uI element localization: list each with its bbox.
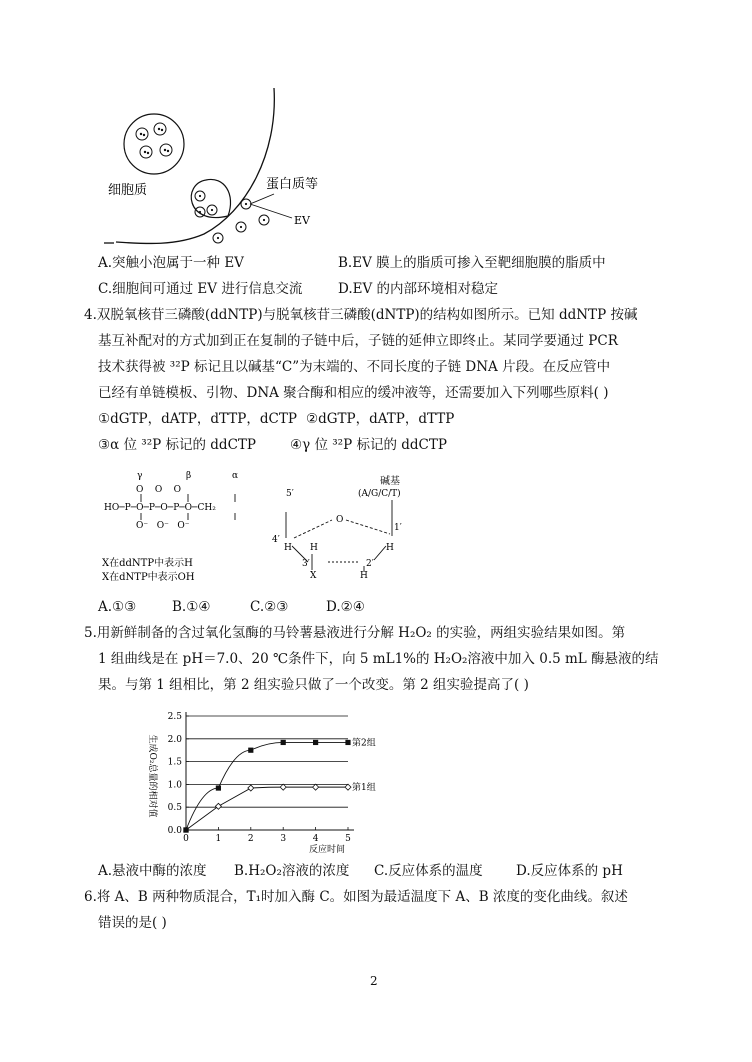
- phosphate-chain: HO─P─O─P─O─P─O─CH₂: [104, 503, 216, 513]
- chart-xtick-label: 4: [312, 834, 319, 844]
- vesicle-dots: [140, 128, 265, 239]
- ev-label: EV: [294, 214, 310, 227]
- chart-point: [215, 803, 221, 809]
- chart-series-label: 第2组: [352, 738, 376, 749]
- chart-ytick-label: 1.0: [167, 780, 182, 791]
- chart-xtick-label: 5: [345, 834, 351, 844]
- chart-axes: [168, 712, 354, 844]
- q5-option-b: B.H₂O₂溶液的浓度: [234, 863, 350, 879]
- q4-item-1: ①dGTP，dATP，dTTP，dCTP: [98, 411, 297, 427]
- chart-series-line: [186, 787, 348, 830]
- q4-item-3: ③α 位 ³²P 标记的 ddCTP: [98, 437, 256, 453]
- c4-h: H: [284, 543, 292, 553]
- protein-label: 蛋白质等: [266, 177, 319, 192]
- q4-line-1: 4.双脱氧核苷三磷酸(ddNTP)与脱氧核苷三磷酸(dNTP)的结构如图所示。已知 ddNTP 按碱: [84, 307, 638, 323]
- base-label: 碱基: [380, 476, 400, 487]
- c2-h: H: [360, 571, 368, 581]
- chart-series-label: 第1组: [352, 783, 376, 794]
- page-number: 2: [370, 974, 378, 988]
- q4-line-3: 技术获得被 ³²P 标记且以碱基“C”为末端的、不同长度的子链 DNA 片段。在反应管中: [98, 359, 611, 375]
- q4-option-a: A.①③: [98, 599, 137, 615]
- q5-option-c: C.反应体系的温度: [374, 863, 483, 879]
- q3-option-a: A.突触小泡属于一种 EV: [98, 255, 244, 271]
- phosphate-bottom-oxygens: O⁻ O⁻ O⁻: [136, 521, 190, 531]
- chart-series-line: [186, 742, 348, 830]
- c1-label: 1′: [394, 523, 402, 533]
- inner-vesicles: [136, 123, 269, 243]
- multivesicular-body: [124, 114, 184, 174]
- legend-ddntp: X在ddNTP中表示H: [102, 558, 193, 569]
- ev-figure: [96, 84, 356, 254]
- chart-point: [183, 827, 188, 832]
- chart-point: [281, 740, 286, 745]
- q5-option-a: A.悬液中酶的浓度: [98, 863, 207, 879]
- chart-ytick-label: 2.5: [167, 712, 182, 722]
- chart-point: [280, 784, 286, 790]
- q3-option-c: C.细胞间可通过 EV 进行信息交流: [98, 281, 303, 297]
- chart-ytick-label: 0.5: [167, 803, 182, 814]
- x-label: X: [310, 571, 317, 581]
- alpha-label: α: [232, 471, 239, 481]
- c4-label: 4′: [272, 535, 280, 545]
- q4-item-4: ④γ 位 ³²P 标记的 ddCTP: [290, 437, 447, 453]
- ring-oxygen: O: [336, 515, 344, 525]
- gamma-label: γ: [137, 471, 143, 481]
- q3-option-d: D.EV 的内部环境相对稳定: [338, 281, 499, 297]
- q4-line-2: 基互补配对的方式加到正在复制的子链中后，子链的延伸立即终止。某同学要通过 PCR: [98, 333, 618, 349]
- chart-point: [248, 748, 253, 753]
- chart-point: [248, 785, 254, 791]
- chart-xtick-label: 0: [183, 834, 189, 844]
- c5-label: 5′: [286, 489, 294, 499]
- chart-point: [345, 740, 350, 745]
- chart-point: [216, 785, 221, 790]
- chart-point: [345, 784, 351, 790]
- q4-option-d: D.②④: [326, 599, 365, 615]
- chart-xlabel: 反应时间: [308, 845, 346, 855]
- q5-option-d: D.反应体系的 pH: [516, 863, 623, 879]
- q3-option-b: B.EV 膜上的脂质可掺入至靶细胞膜的脂质中: [338, 255, 606, 271]
- phosphate-top-oxygens: O O O: [136, 485, 182, 495]
- q5-line-3: 果。与第 1 组相比，第 2 组实验只做了一个改变。第 2 组实验提高了( ): [98, 677, 529, 693]
- ddntp-structure-figure: [96, 466, 436, 596]
- cell-membrane: [116, 88, 274, 244]
- q6-line-2: 错误的是( ): [98, 915, 167, 931]
- q6-line-1: 6.将 A、B 两种物质混合，T₁时加入酶 C。如图为最适温度下 A、B 浓度的变化曲线。叙述: [84, 889, 628, 905]
- legend-dntp: X在dNTP中表示OH: [102, 572, 195, 583]
- chart-xtick-label: 3: [280, 834, 287, 844]
- base-options: (A/G/C/T): [358, 489, 401, 499]
- chart-point: [313, 784, 319, 790]
- chart-grid: [186, 716, 348, 807]
- q4-option-b: B.①④: [172, 599, 211, 615]
- q5-line-1: 5.用新鲜制备的含过氧化氢酶的马铃薯悬液进行分解 H₂O₂ 的实验，两组实验结果如图。第: [84, 625, 626, 641]
- beta-label: β: [186, 471, 192, 481]
- budding-vesicle: [191, 179, 230, 217]
- c3-label: 3′: [302, 559, 310, 569]
- chart-xtick-label: 2: [247, 834, 254, 844]
- chart-ytick-label: 0.0: [167, 826, 182, 836]
- chart-point: [313, 740, 318, 745]
- c1-h: H: [386, 543, 394, 553]
- chart-xtick-label: 1: [215, 834, 222, 844]
- ev-pointer-line-2: [250, 204, 292, 218]
- chart-ylabel: 生成O₂总量的相对值: [147, 734, 157, 818]
- chart-ytick-label: 1.5: [167, 757, 182, 768]
- q4-line-4: 已经有单链模板、引物、DNA 聚合酶和相应的缓冲液等，还需要加入下列哪些原料( ): [98, 385, 609, 401]
- chart-ytick-label: 2.0: [167, 734, 182, 745]
- o2-production-chart: [140, 706, 400, 856]
- cytoplasm-label: 细胞质: [108, 183, 148, 198]
- ev-pointer-line-1: [250, 194, 274, 204]
- q4-option-c: C.②③: [250, 599, 289, 615]
- q5-line-2: 1 组曲线是在 pH＝7.0、20 ℃条件下，向 5 mL1%的 H₂O₂溶液中加入 0.5 mL 酶悬液的结: [98, 651, 659, 667]
- c2-label: 2′: [366, 559, 374, 569]
- q4-item-2: ②dGTP，dATP，dTTP: [306, 411, 455, 427]
- c3-h: H: [310, 543, 318, 553]
